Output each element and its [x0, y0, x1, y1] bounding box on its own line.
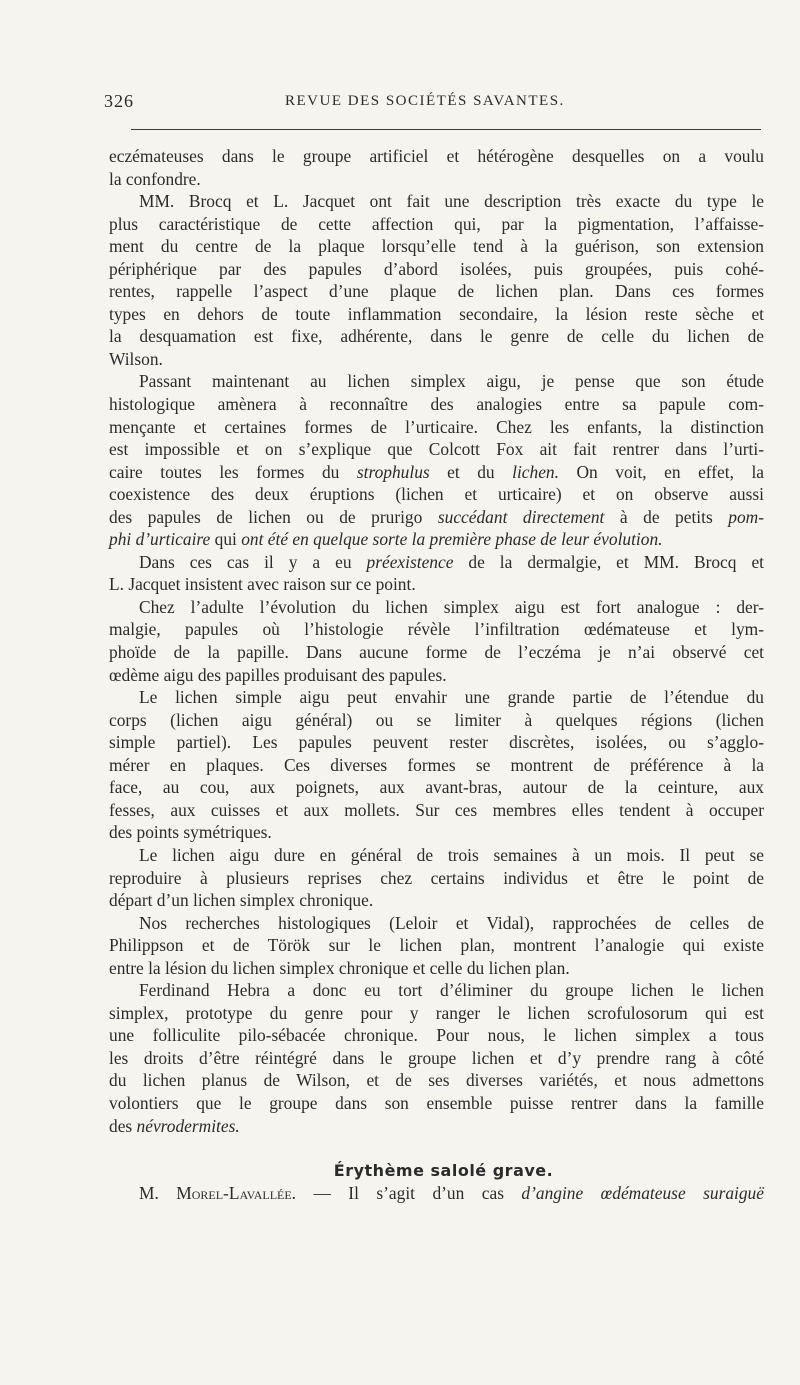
text-line	[109, 1115, 764, 1138]
text-run: du lichen planus de Wilson, et de ses diverses variétés, et nous admettons	[109, 1070, 764, 1091]
text-run: à de petits	[604, 506, 729, 527]
text-line	[109, 618, 764, 641]
author-name: M. Morel-Lavallée.	[139, 1183, 297, 1204]
text-run: corps (lichen aigu général) ou se limiter à quelques régions (lichen	[109, 709, 764, 730]
text-line	[109, 641, 764, 664]
italic-run: névrodermites.	[136, 1115, 240, 1136]
paragraph	[109, 844, 764, 912]
text-line	[109, 416, 764, 439]
italic-run: phi d’urticaire	[109, 529, 211, 550]
text-run: périphérique par des papules d’abord isolées, puis groupées, puis cohé-	[109, 258, 764, 279]
text-line	[109, 1047, 764, 1070]
text-line	[109, 889, 764, 912]
text-run: de la dermalgie, et MM. Brocq et	[453, 551, 765, 572]
text-run: Philippson et de Török sur le lichen plan, montrent l’analogie qui existe	[109, 935, 764, 956]
text-run: une folliculite pilo-sébacée chronique. Pour nous, le lichen simplex a tous	[109, 1025, 764, 1046]
text-line	[109, 528, 764, 551]
paragraph	[109, 979, 764, 1137]
text-run: phoïde de la papille. Dans aucune forme de l’eczéma je n’ai observé cet	[109, 642, 764, 663]
text-line	[109, 438, 764, 461]
text-run: et du	[429, 461, 513, 482]
italic-run: ont été en quelque sorte la première phase de leur évolution.	[241, 529, 663, 550]
body-text	[109, 145, 764, 1205]
text-line	[109, 235, 764, 258]
text-run: reproduire à plusieurs reprises chez certains individus et être le point de	[109, 867, 764, 888]
italic-run: succédant directement	[437, 506, 605, 527]
text-run: des	[109, 1115, 137, 1136]
text-line	[109, 551, 764, 574]
text-line	[109, 686, 764, 709]
text-run: simple partiel). Les papules peuvent rester discrètes, isolées, ou s’agglo-	[109, 732, 764, 753]
text-line	[109, 145, 764, 168]
text-line	[109, 303, 764, 326]
text-run: simplex, prototype du genre pour y ranger le lichen scrofulosorum qui est	[109, 1002, 764, 1023]
section-heading: Érythème salolé grave.	[333, 1161, 554, 1181]
italic-run: lichen.	[512, 461, 559, 482]
text-run: qui	[210, 529, 242, 550]
text-line	[109, 957, 764, 980]
text-run: Nos recherches histologiques (Leloir et Vidal), rapprochées de celles de	[139, 912, 764, 933]
text-run: entre la lésion du lichen simplex chronique et celle du lichen plan.	[109, 957, 570, 978]
text-run: mençante et certaines formes de l’urticaire. Chez les enfants, la distinction	[109, 416, 764, 437]
text-line	[109, 483, 764, 506]
paragraph	[109, 912, 764, 980]
text-run: les droits d’être réintégré dans le groupe lichen et d’y prendre rang à côté	[109, 1047, 764, 1068]
italic-run: pom-	[728, 506, 764, 527]
text-run: Ferdinand Hebra a donc eu tort d’éliminer du groupe lichen le lichen	[139, 980, 764, 1001]
paragraph	[109, 145, 764, 190]
text-line	[109, 258, 764, 281]
text-line	[109, 280, 764, 303]
text-run: L. Jacquet insistent avec raison sur ce point.	[109, 574, 416, 595]
text-line	[109, 934, 764, 957]
italic-run: préexistence	[366, 551, 454, 572]
intro-italic: d’angine œdémateuse suraiguë	[521, 1183, 764, 1204]
text-line	[109, 1024, 764, 1047]
running-title: REVUE DES SOCIÉTÉS SAVANTES.	[285, 93, 565, 109]
text-run: mérer en plaques. Ces diverses formes se montrent de préférence à la	[109, 754, 764, 775]
text-line	[109, 506, 764, 529]
text-run: coexistence des deux éruptions (lichen et urticaire) et on observe aussi	[109, 484, 764, 505]
text-run: Dans ces cas il y a eu	[139, 551, 367, 572]
text-run: est impossible et on s’explique que Colcott Fox ait fait rentrer dans l’urti-	[109, 439, 764, 460]
page-number: 326	[104, 91, 134, 111]
text-run: types en dehors de toute inflammation secondaire, la lésion reste sèche et	[109, 303, 764, 324]
text-run: des points symétriques.	[109, 822, 272, 843]
text-line	[109, 190, 764, 213]
text-run: eczémateuses dans le groupe artificiel et hétérogène desquelles on a voulu	[109, 146, 764, 166]
text-line	[109, 799, 764, 822]
text-run: face, au cou, aux poignets, aux avant-bras, autour de la ceinture, aux	[109, 777, 764, 798]
text-run: œdème aigu des papilles produisant des papules.	[109, 664, 447, 685]
text-run: histologique amènera à reconnaître des analogies entre sa papule com-	[109, 394, 764, 415]
text-run: des papules de lichen ou de prurigo	[109, 506, 438, 527]
text-run: MM. Brocq et L. Jacquet ont fait une description très exacte du type le	[139, 191, 764, 212]
text-run: Chez l’adulte l’évolution du lichen simplex aigu est fort analogue : der-	[139, 596, 764, 617]
text-line	[109, 979, 764, 1002]
text-run: la confondre.	[109, 168, 201, 189]
paragraph	[109, 190, 764, 370]
text-run: départ d’un lichen simplex chronique.	[109, 890, 374, 911]
text-line	[109, 731, 764, 754]
text-line	[109, 912, 764, 935]
text-line	[109, 348, 764, 371]
text-line	[109, 844, 764, 867]
text-line	[109, 168, 764, 191]
text-run: Wilson.	[109, 348, 163, 369]
text-run: Passant maintenant au lichen simplex aigu, je pense que son étude	[139, 371, 764, 392]
text-line	[109, 776, 764, 799]
text-line	[109, 1002, 764, 1025]
text-line	[109, 754, 764, 777]
text-run: plus caractéristique de cette affection qui, par la pigmentation, l’affaisse-	[109, 213, 764, 234]
text-run: On voit, en effet, la	[558, 461, 765, 482]
text-run: malgie, papules où l’histologie révèle l’infiltration œdémateuse et lym-	[109, 619, 764, 640]
text-line	[109, 664, 764, 687]
text-line	[109, 1069, 764, 1092]
paragraph	[109, 370, 764, 595]
text-line	[109, 370, 764, 393]
text-line	[109, 1092, 764, 1115]
text-line	[109, 573, 764, 596]
text-run: volontiers que le groupe dans son ensemble puisse rentrer dans la famille	[109, 1092, 764, 1113]
text-run: la desquamation est fixe, adhérente, dans le genre de celle du lichen de	[109, 326, 764, 347]
text-line	[109, 867, 764, 890]
text-line	[109, 393, 764, 416]
text-run: Le lichen simple aigu peut envahir une grande partie de l’étendue du	[139, 687, 764, 708]
text-run: caire toutes les formes du	[109, 461, 357, 482]
text-line	[109, 596, 764, 619]
paragraph	[109, 596, 764, 686]
paragraphs	[109, 145, 764, 1137]
section-intro-line	[109, 1182, 764, 1205]
text-run: fesses, aux cuisses et aux mollets. Sur ces membres elles tendent à occuper	[109, 799, 764, 820]
text-line	[109, 821, 764, 844]
text-line	[109, 325, 764, 348]
text-line	[109, 461, 764, 484]
text-run: Le lichen aigu dure en général de trois semaines à un mois. Il peut se	[139, 844, 764, 865]
text-line	[109, 213, 764, 236]
header-rule	[131, 129, 761, 130]
text-line	[109, 709, 764, 732]
intro-text: — Il s’agit d’un cas	[296, 1183, 522, 1204]
text-run: ment du centre de la plaque lorsqu’elle tend à la guérison, son extension	[109, 236, 764, 257]
italic-run: strophulus	[356, 461, 430, 482]
text-run: rentes, rappelle l’aspect d’une plaque de lichen plan. Dans ces formes	[109, 281, 764, 302]
paragraph	[109, 686, 764, 844]
